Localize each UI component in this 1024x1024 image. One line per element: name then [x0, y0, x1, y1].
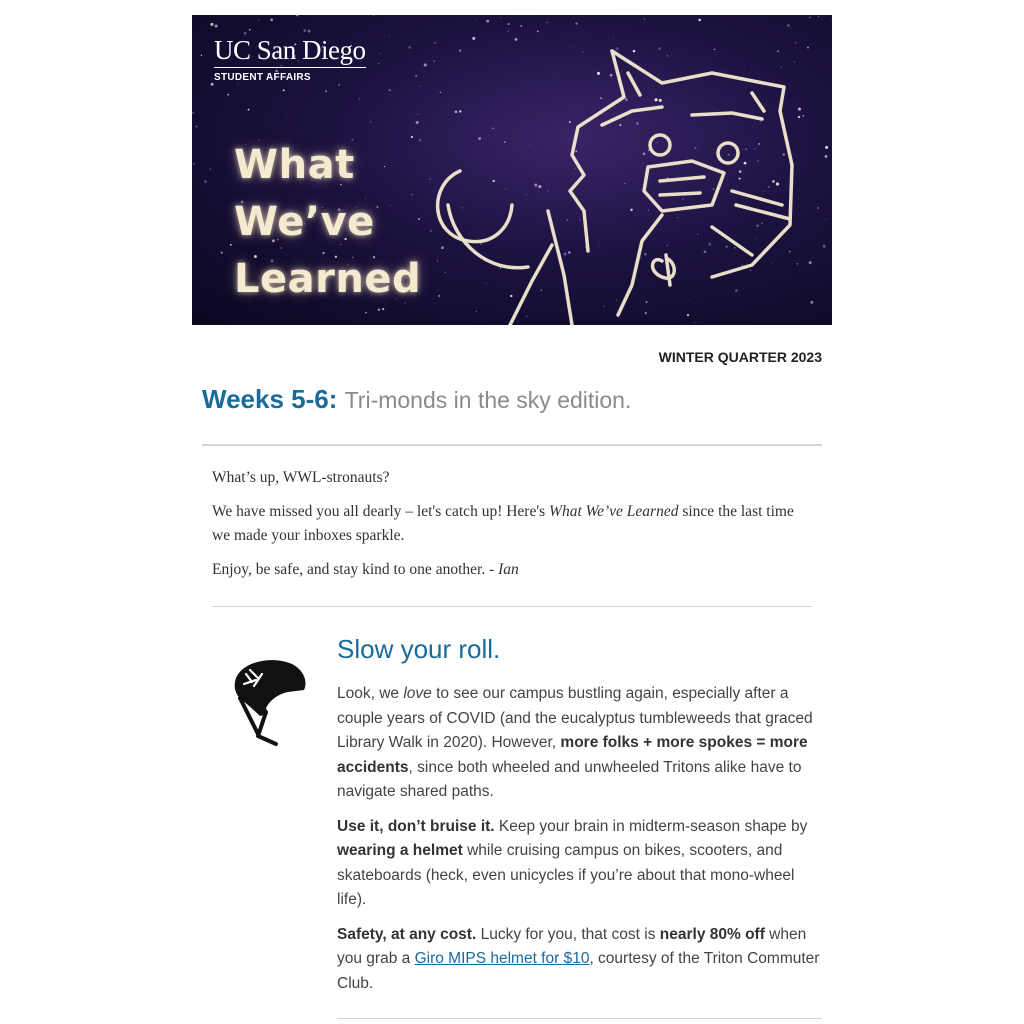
- intro-p2-emphasis: What We’ve Learned: [549, 503, 679, 520]
- intro-paragraph-3: [212, 558, 812, 582]
- p2-text-a: Keep your brain in midterm-season shape by: [494, 817, 808, 835]
- p3-strong: nearly 80% off: [659, 925, 765, 943]
- header-banner: [192, 15, 832, 325]
- intro-p2-text-a: We have missed you all dearly – let's catch up! Here's: [212, 503, 550, 520]
- issue-headline: [202, 384, 631, 415]
- banner-title-line-2: We’ve: [234, 199, 375, 245]
- divider: [337, 1018, 822, 1019]
- article-title: Slow your roll.: [337, 634, 501, 664]
- quarter-label: WINTER QUARTER 2023: [658, 349, 822, 365]
- intro-p3-text: Enjoy, be safe, and stay kind to one another. -: [212, 561, 499, 578]
- p3-lead: Safety, at any cost.: [337, 925, 477, 943]
- banner-title-line-3: Learned: [234, 256, 422, 302]
- helmet-offer-link[interactable]: Giro MIPS helmet for $10: [414, 950, 590, 967]
- p2-lead: Use it, don’t bruise it.: [337, 817, 495, 835]
- intro-greeting: What’s up, WWL-stronauts?: [212, 469, 390, 486]
- helmet-icon: [230, 656, 310, 748]
- article-slow-your-roll: [337, 632, 825, 1006]
- logo-name: UC San Diego: [214, 35, 366, 68]
- constellation-cat-illustration: [192, 15, 832, 325]
- p2-text-b: while cruising campus on bikes, scooters, and skateboards (heck, even unicycles if you’re about that mono-wheel life).: [337, 842, 795, 908]
- banner-title-line-1: What: [234, 142, 355, 188]
- p3-text-a: Lucky for you, that cost is: [476, 925, 660, 943]
- p1-strong: more folks + more spokes = more accidents: [337, 734, 808, 776]
- divider: [202, 444, 822, 446]
- divider: [212, 606, 812, 607]
- headline-subtitle: Tri-monds in the sky edition.: [344, 387, 632, 413]
- p3-text-c: , courtesy of the Triton Commuter Club.: [337, 950, 820, 992]
- headline-weeks: Weeks 5-6:: [202, 384, 338, 414]
- intro-signature: Ian: [498, 561, 519, 578]
- intro-text: [212, 466, 812, 592]
- p2-strong: wearing a helmet: [337, 842, 463, 859]
- article-paragraph-2: [337, 815, 825, 913]
- p1-text-c: , since both wheeled and unwheeled Tritons alike have to navigate shared paths.: [337, 758, 802, 800]
- p1-text-a: Look, we: [337, 685, 404, 702]
- article-paragraph-1: [337, 682, 825, 805]
- article-paragraph-3: [337, 923, 825, 997]
- p1-emphasis: love: [403, 685, 432, 702]
- logo-subtitle: STUDENT AFFAIRS: [214, 72, 311, 83]
- p1-text-b: to see our campus bustling again, especially after a couple years of COVID (and the eucalyptus tumbleweeds that graced Library Walk in 2020). However,: [337, 685, 813, 751]
- intro-paragraph-2: [212, 500, 812, 548]
- p3-text-b: when you grab a: [337, 925, 807, 967]
- intro-p2-text-b: since the last time we made your inboxes sparkle.: [212, 503, 794, 544]
